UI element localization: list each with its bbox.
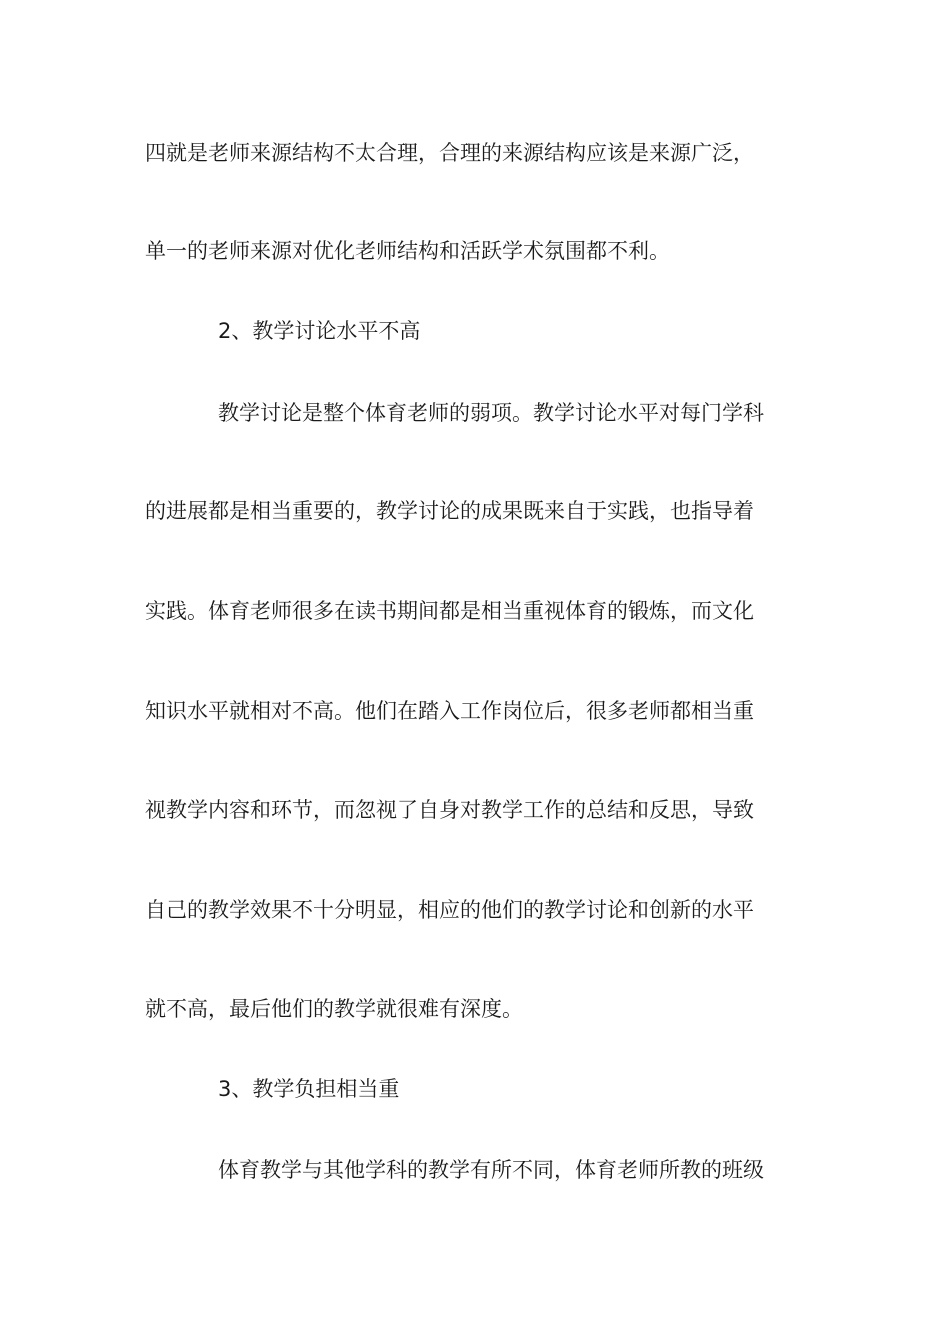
paragraph-line: 单一的老师来源对优化老师结构和活跃学术氛围都不利。: [145, 239, 670, 263]
section-heading: 2、教学讨论水平不高: [218, 319, 421, 343]
paragraph-line: 就不高，最后他们的教学就很难有深度。: [145, 997, 523, 1021]
paragraph-line: 教学讨论是整个体育老师的弱项。教学讨论水平对每门学科: [218, 401, 764, 425]
section-heading: 3、教学负担相当重: [218, 1077, 400, 1101]
paragraph-line: 知识水平就相对不高。他们在踏入工作岗位后，很多老师都相当重: [145, 699, 754, 723]
paragraph-line: 四就是老师来源结构不太合理，合理的来源结构应该是来源广泛，: [145, 141, 754, 165]
paragraph-line: 实践。体育老师很多在读书期间都是相当重视体育的锻炼，而文化: [145, 599, 754, 623]
paragraph-line: 自己的教学效果不十分明显，相应的他们的教学讨论和创新的水平: [145, 898, 754, 922]
paragraph-line: 体育教学与其他学科的教学有所不同，体育老师所教的班级: [218, 1158, 764, 1182]
paragraph-line: 的进展都是相当重要的，教学讨论的成果既来自于实践，也指导着: [145, 499, 754, 523]
paragraph-line: 视教学内容和环节，而忽视了自身对教学工作的总结和反思，导致: [145, 798, 754, 822]
